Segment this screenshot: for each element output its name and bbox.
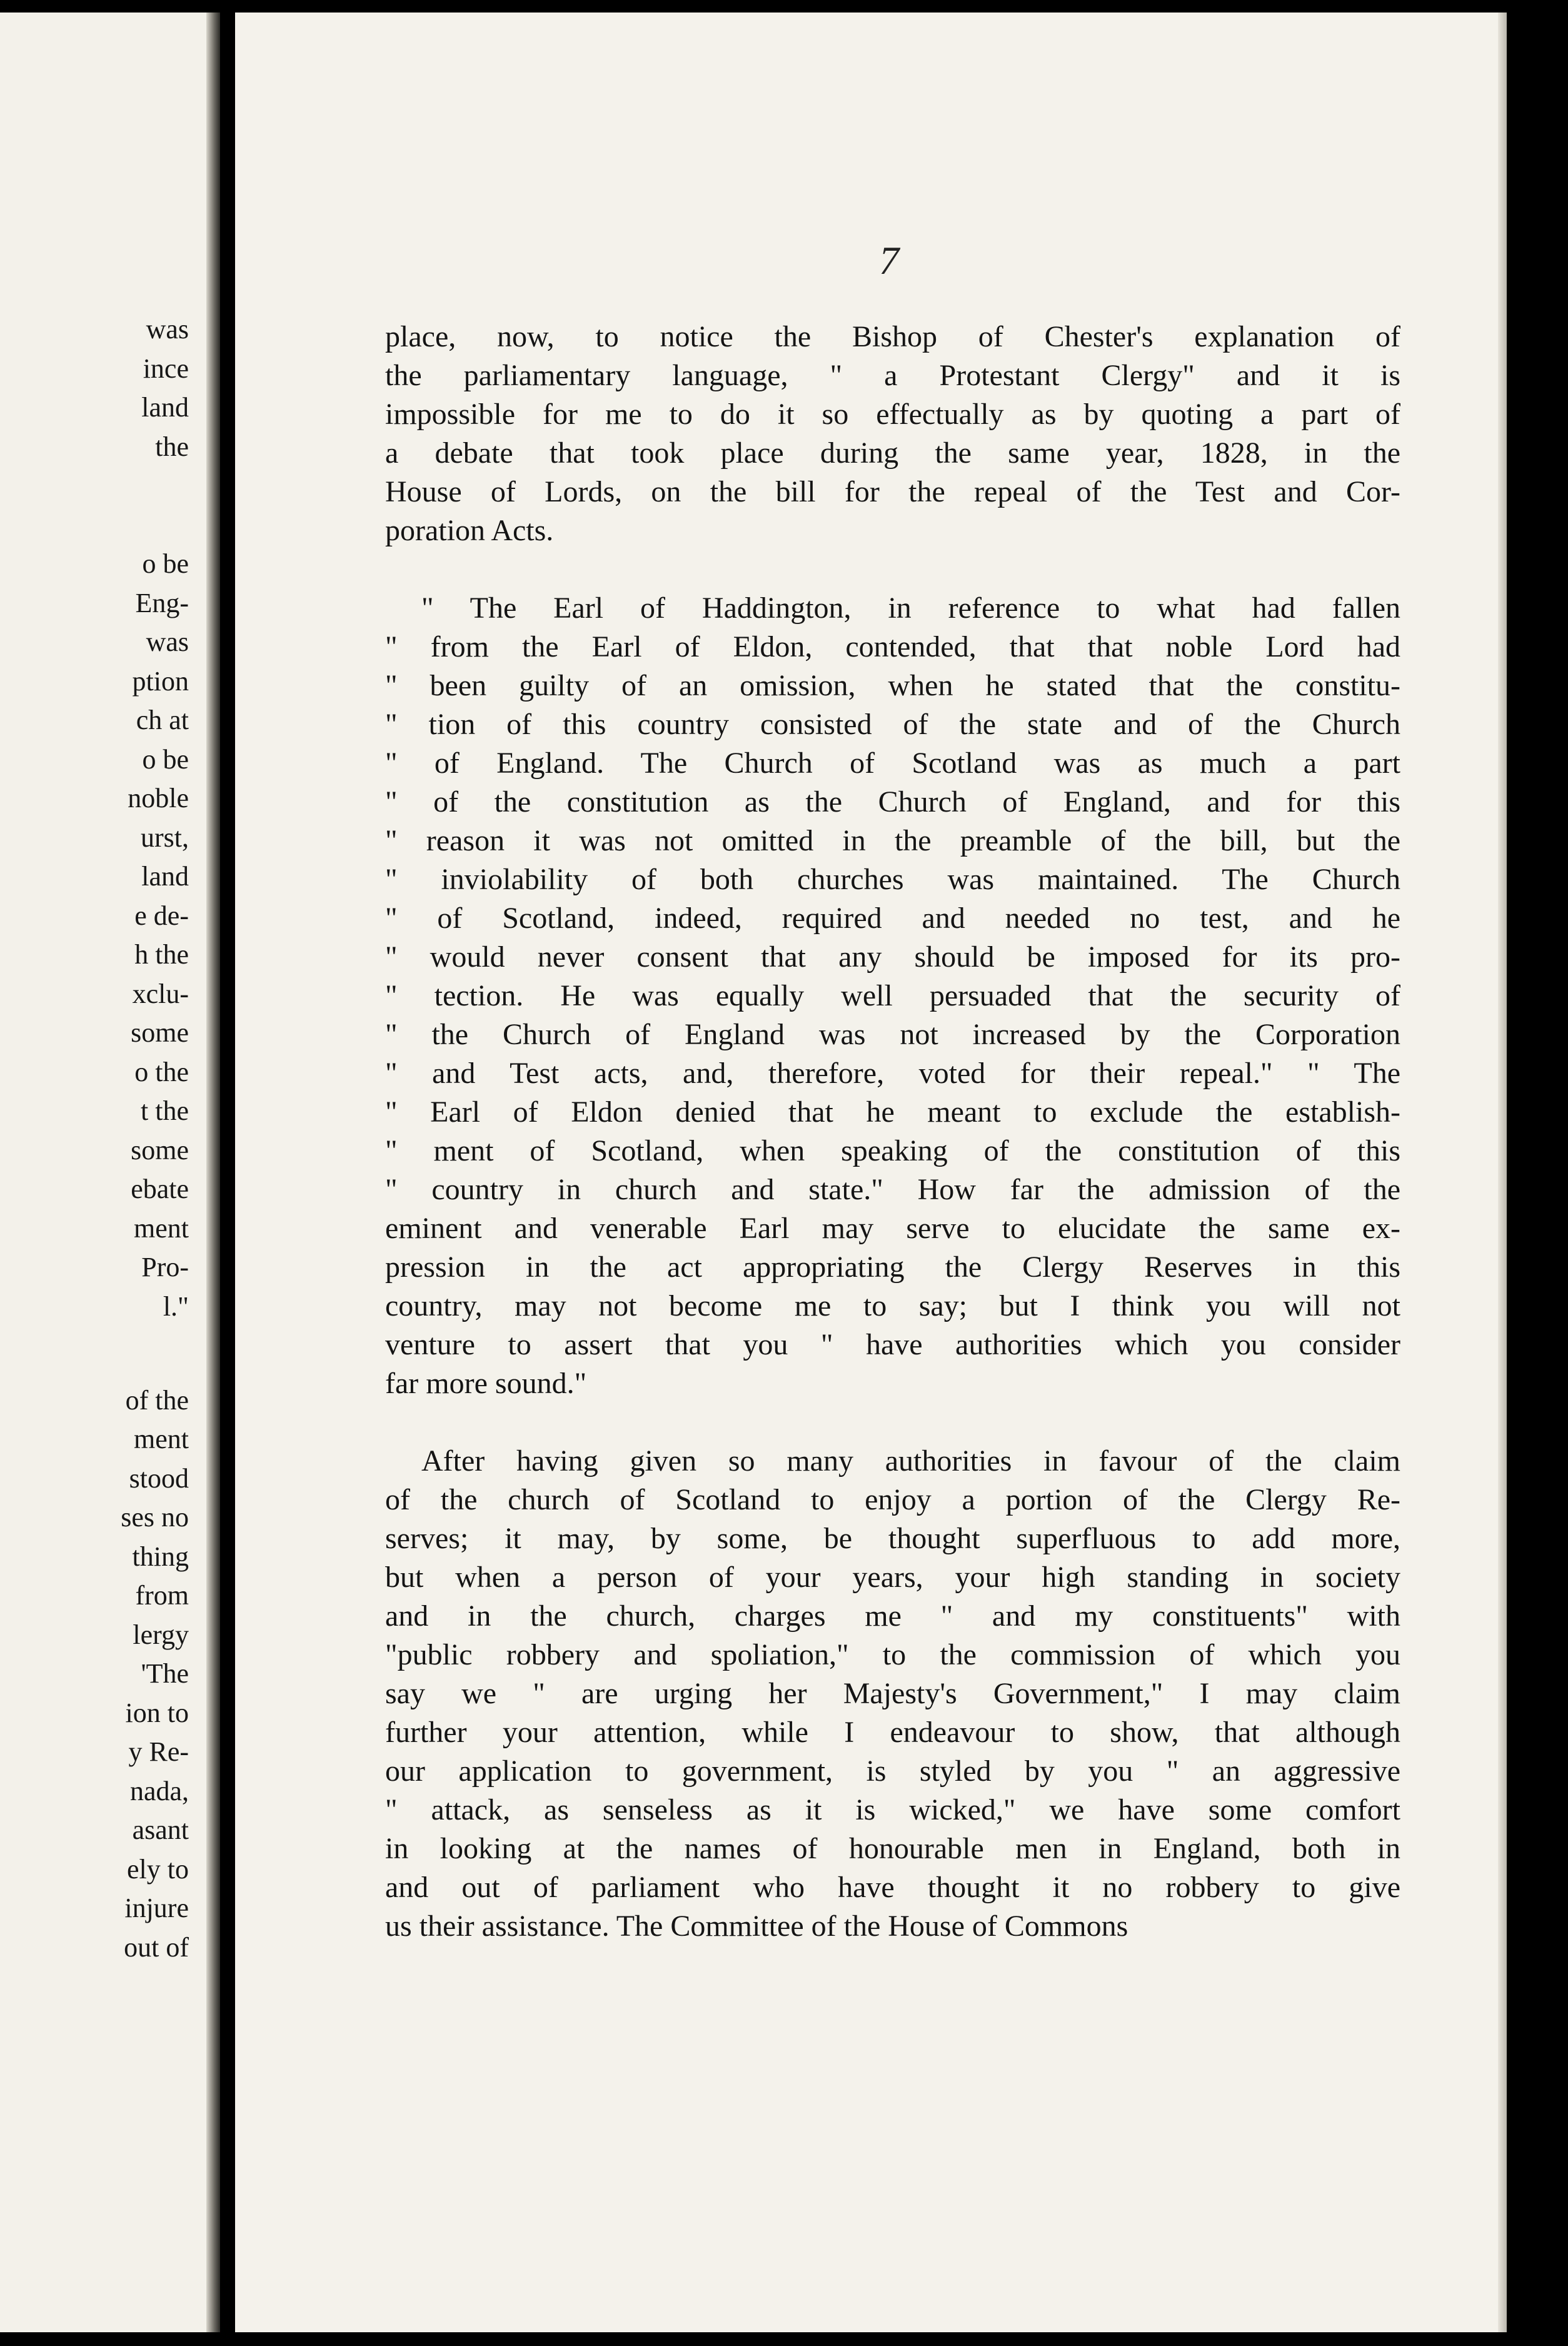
text-line: the parliamentary language, " a Protestant Clergy" and it is bbox=[385, 359, 1400, 392]
facing-page-line: thing bbox=[132, 1541, 189, 1572]
text-line: far more sound." bbox=[385, 1367, 587, 1400]
text-line: " tection. He was equally well persuaded that the security of bbox=[385, 979, 1400, 1012]
facing-page-line: nada, bbox=[129, 1776, 189, 1806]
text-line: " from the Earl of Eldon, contended, that that noble Lord had bbox=[385, 630, 1400, 663]
facing-page-line: ebate bbox=[131, 1174, 189, 1204]
facing-page-line: land bbox=[141, 861, 189, 892]
facing-page-line: Pro- bbox=[141, 1252, 189, 1282]
text-line: our application to government, is styled by you " an aggressive bbox=[385, 1754, 1400, 1788]
text-line: " of Scotland, indeed, required and needed no test, and he bbox=[385, 902, 1400, 935]
text-line: " tion of this country consisted of the state and of the Church bbox=[385, 708, 1400, 741]
facing-page-line: some bbox=[131, 1135, 189, 1165]
facing-page-line: was bbox=[146, 314, 189, 345]
facing-page-line: ption bbox=[132, 666, 189, 697]
facing-page-line: ch at bbox=[136, 705, 189, 735]
text-line: and in the church, charges me " and my constituents" with bbox=[385, 1599, 1400, 1633]
text-line: pression in the act appropriating the Clergy Reserves in this bbox=[385, 1251, 1400, 1284]
text-line: House of Lords, on the bill for the repeal of the Test and Cor- bbox=[385, 475, 1400, 508]
text-line: us their assistance. The Committee of the House of Commons bbox=[385, 1910, 1128, 1943]
text-line: " of England. The Church of Scotland was as much a part bbox=[385, 747, 1400, 780]
facing-page-line: land bbox=[141, 392, 189, 423]
text-line: serves; it may, by some, be thought superfluous to add more, bbox=[385, 1522, 1400, 1555]
text-line: " attack, as senseless as it is wicked," we have some comfort bbox=[385, 1793, 1400, 1826]
facing-page-line: h the bbox=[134, 939, 189, 970]
facing-page-line: of the bbox=[125, 1385, 189, 1416]
text-line: " and Test acts, and, therefore, voted for their repeal." " The bbox=[385, 1057, 1400, 1090]
facing-page-line: ment bbox=[134, 1424, 189, 1454]
text-line: " country in church and state." How far the admission of the bbox=[385, 1173, 1400, 1206]
text-line: place, now, to notice the Bishop of Chester's explanation of bbox=[385, 320, 1400, 353]
facing-page-fragment bbox=[0, 13, 220, 2332]
page-edge bbox=[1498, 13, 1507, 2332]
facing-page-line: o be bbox=[142, 744, 189, 775]
page-number: 7 bbox=[879, 238, 899, 283]
facing-page-line: was bbox=[146, 627, 189, 657]
facing-page-line: t the bbox=[141, 1095, 189, 1126]
facing-page-line: the bbox=[155, 431, 189, 462]
text-line: " ment of Scotland, when speaking of the constitution of this bbox=[385, 1134, 1400, 1167]
paragraph bbox=[385, 318, 1400, 550]
text-line: impossible for me to do it so effectually as by quoting a part of bbox=[385, 398, 1400, 431]
body-text bbox=[385, 318, 1400, 1946]
facing-page-line: ses no bbox=[121, 1502, 189, 1533]
text-line: and out of parliament who have thought it no robbery to give bbox=[385, 1871, 1400, 1904]
facing-page-line: e de- bbox=[134, 900, 189, 931]
facing-page-line: from bbox=[135, 1580, 189, 1611]
text-line: " been guilty of an omission, when he stated that the constitu- bbox=[385, 669, 1400, 702]
text-line: "public robbery and spoliation," to the commission of which you bbox=[385, 1638, 1400, 1671]
facing-page-line: 'The bbox=[141, 1658, 189, 1689]
facing-page-line: urst, bbox=[141, 822, 189, 853]
facing-page-line: l." bbox=[163, 1291, 189, 1322]
text-line: " of the constitution as the Church of England, and for this bbox=[385, 785, 1400, 818]
facing-page-line: ely to bbox=[127, 1854, 189, 1885]
facing-page-line: o be bbox=[142, 548, 189, 579]
text-line: " reason it was not omitted in the preamble of the bill, but the bbox=[385, 824, 1400, 857]
facing-page-line: ion to bbox=[125, 1698, 189, 1728]
text-line: " The Earl of Haddington, in reference to what had fallen bbox=[421, 592, 1400, 625]
facing-page-line: y Re- bbox=[128, 1736, 189, 1767]
facing-page-line: injure bbox=[124, 1893, 189, 1923]
paragraph-gap bbox=[385, 550, 1400, 589]
text-line: " the Church of England was not increased by the Corporation bbox=[385, 1018, 1400, 1051]
text-line: in looking at the names of honourable men in England, both in bbox=[385, 1832, 1400, 1865]
text-line: " Earl of Eldon denied that he meant to exclude the establish- bbox=[385, 1095, 1400, 1129]
facing-page-line: ment bbox=[134, 1213, 189, 1244]
facing-page-line: some bbox=[131, 1017, 189, 1048]
facing-page-line: Eng- bbox=[135, 588, 189, 618]
paragraph-gap bbox=[385, 1403, 1400, 1442]
text-line: say we " are urging her Majesty's Government," I may claim bbox=[385, 1677, 1400, 1710]
facing-page-line: out of bbox=[124, 1932, 189, 1963]
facing-page-line: asant bbox=[132, 1815, 189, 1845]
text-line: country, may not become me to say; but I think you will not bbox=[385, 1289, 1400, 1322]
text-line: further your attention, while I endeavour to show, that although bbox=[385, 1716, 1400, 1749]
facing-page-line: xclu- bbox=[132, 979, 189, 1009]
paragraph bbox=[385, 589, 1400, 1403]
facing-page-line: lergy bbox=[133, 1619, 189, 1650]
document-page bbox=[235, 13, 1507, 2332]
text-line: " inviolability of both churches was maintained. The Church bbox=[385, 863, 1400, 896]
text-line: " would never consent that any should be imposed for its pro- bbox=[385, 940, 1400, 974]
book-gutter bbox=[206, 13, 220, 2332]
text-line: eminent and venerable Earl may serve to elucidate the same ex- bbox=[385, 1212, 1400, 1245]
text-line: of the church of Scotland to enjoy a portion of the Clergy Re- bbox=[385, 1483, 1400, 1516]
text-line: a debate that took place during the same year, 1828, in the bbox=[385, 436, 1400, 470]
text-line: After having given so many authorities in favour of the claim bbox=[421, 1444, 1400, 1478]
facing-page-line: noble bbox=[128, 783, 189, 813]
facing-page-line: stood bbox=[129, 1463, 189, 1494]
text-line: venture to assert that you " have authorities which you consider bbox=[385, 1328, 1400, 1361]
text-line: poration Acts. bbox=[385, 514, 554, 547]
paragraph bbox=[385, 1442, 1400, 1946]
facing-page-line: o the bbox=[134, 1057, 189, 1087]
text-line: but when a person of your years, your high standing in society bbox=[385, 1561, 1400, 1594]
facing-page-line: ince bbox=[143, 353, 189, 384]
